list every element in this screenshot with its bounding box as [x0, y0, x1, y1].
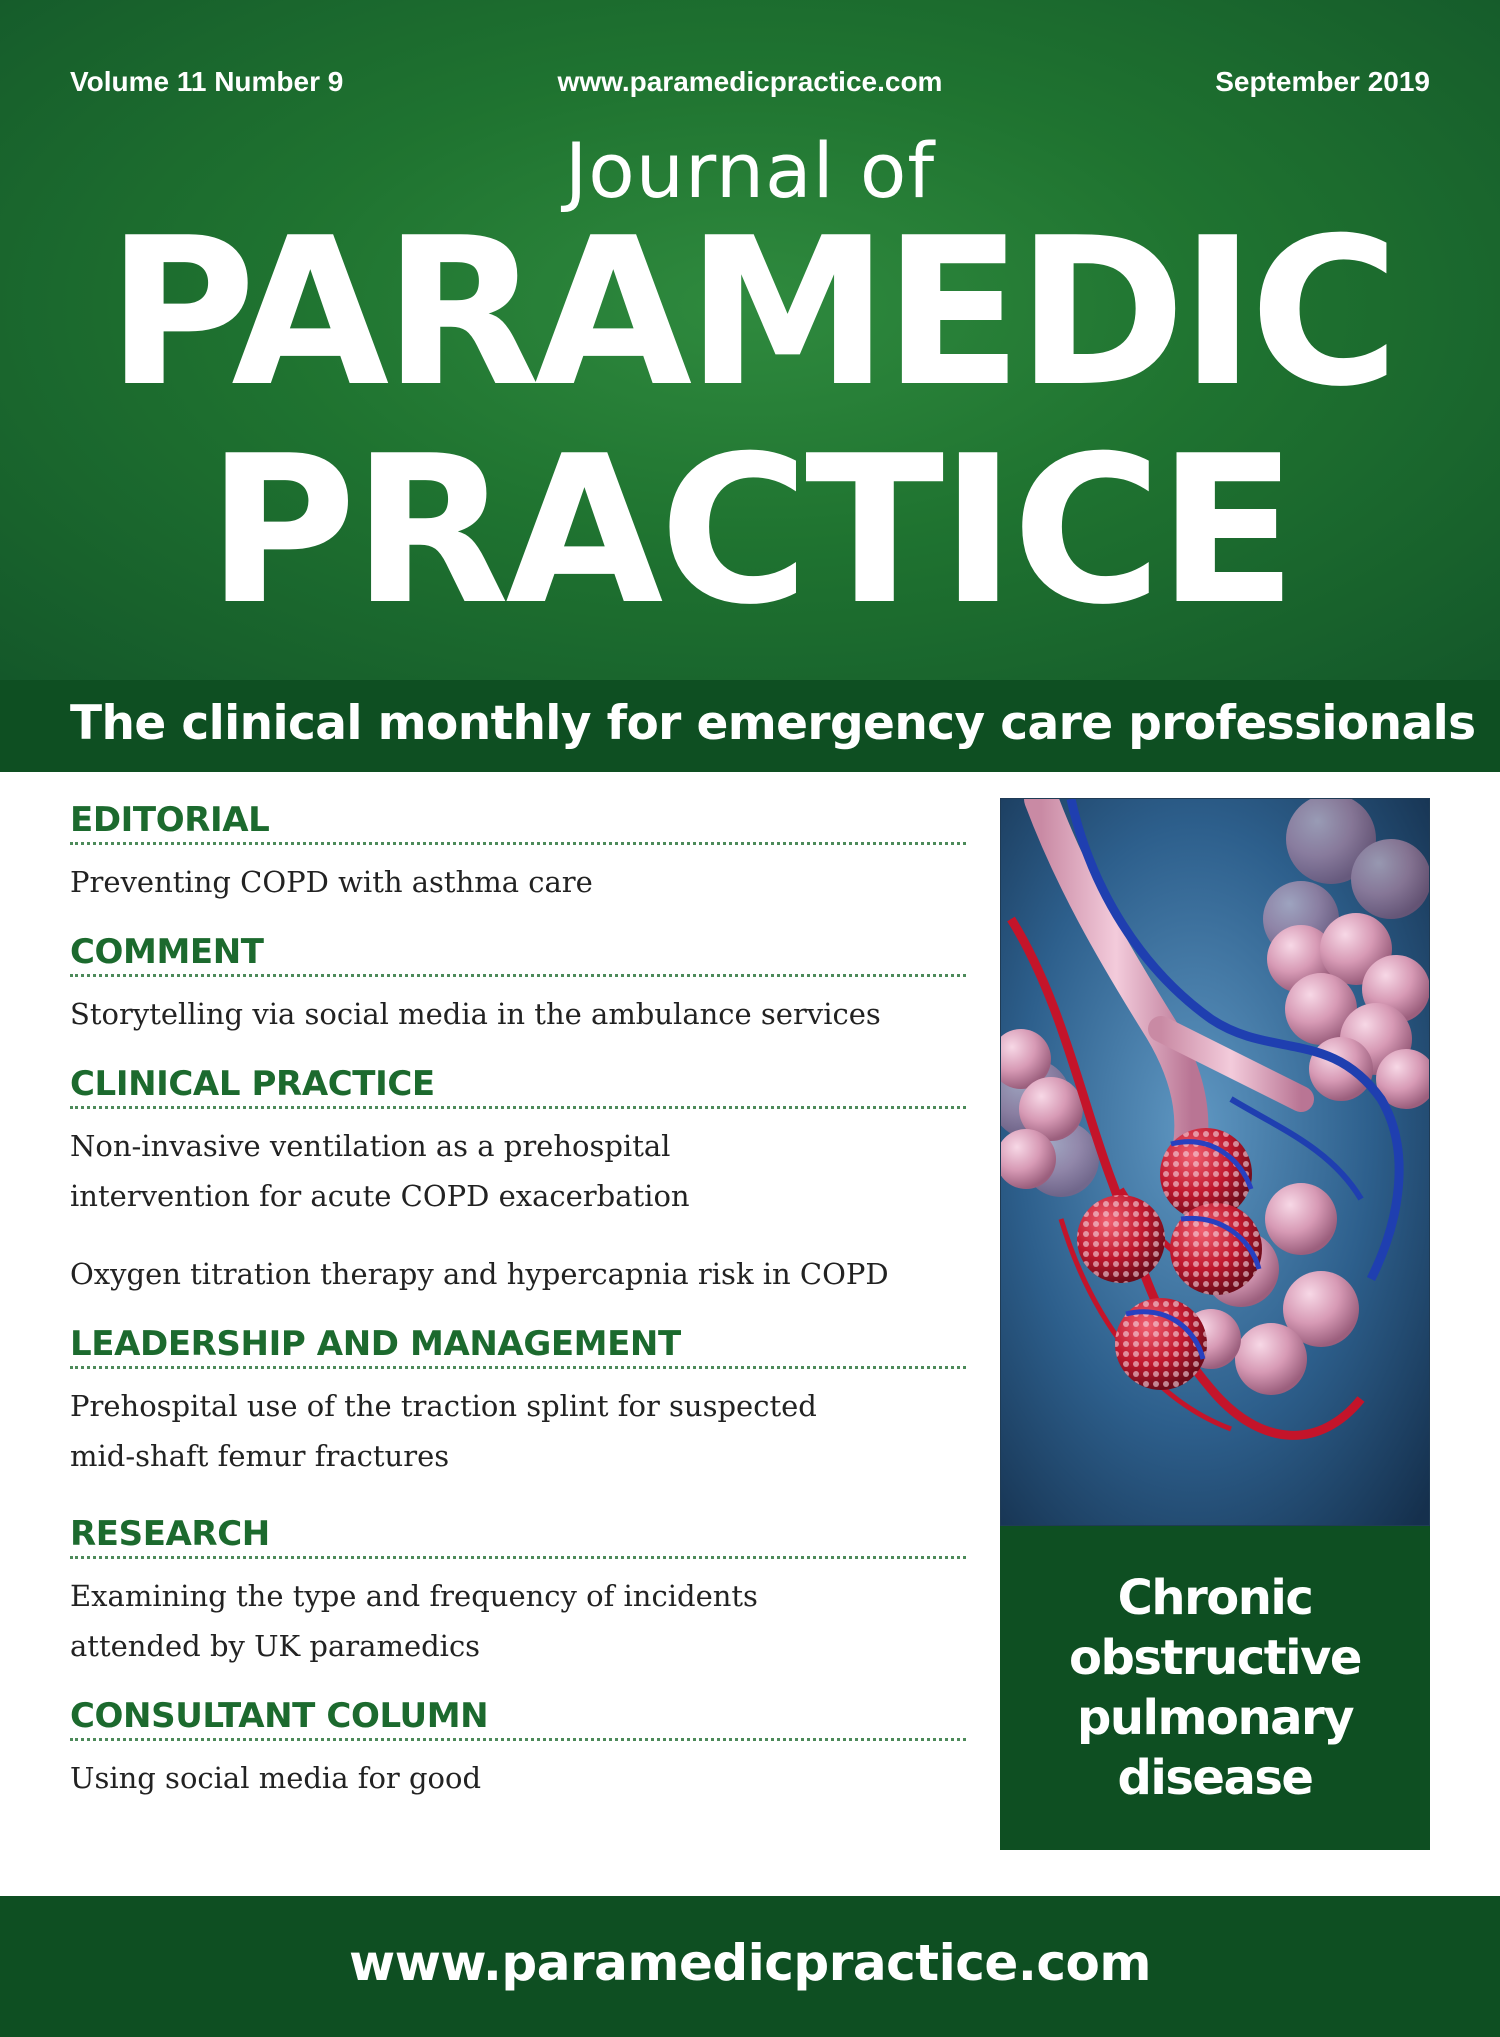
footer-bar [0, 1896, 1500, 2037]
feature-topic-text [1069, 1568, 1361, 1808]
alveoli-illustration [1000, 798, 1430, 1526]
feature-topic-box [1000, 1526, 1430, 1850]
tagline-bar [0, 680, 1500, 772]
masthead [0, 0, 1500, 680]
issue-volume: Volume 11 Number 9 [70, 66, 344, 97]
article-line: Prehospital use of the traction splint for suspected [70, 1389, 817, 1423]
article-line: intervention for acute COPD exacerbation [70, 1179, 690, 1213]
contents-list [70, 795, 966, 1803]
section-heading: CLINICAL PRACTICE [70, 1059, 966, 1109]
contents-section-consultant-column [70, 1691, 966, 1803]
section-heading: COMMENT [70, 927, 966, 977]
title-practice: PRACTICE [206, 413, 1294, 650]
section-heading: EDITORIAL [70, 795, 966, 845]
masthead-url[interactable]: www.paramedicpractice.com [557, 66, 943, 97]
article-line: Using social media for good [70, 1761, 482, 1795]
footer-url[interactable]: www.paramedicpractice.com [349, 1934, 1151, 1992]
article-line: attended by UK paramedics [70, 1629, 481, 1663]
article-title[interactable] [70, 1249, 966, 1299]
article-line: Examining the type and frequency of incidents [70, 1579, 758, 1613]
feature-line: disease [1117, 1750, 1313, 1806]
article-line: mid-shaft femur fractures [70, 1439, 450, 1473]
section-heading: CONSULTANT COLUMN [70, 1691, 966, 1741]
issue-date: September 2019 [1215, 66, 1430, 97]
contents-section-research [70, 1509, 966, 1671]
article-line: Storytelling via social media in the ambulance services [70, 997, 881, 1031]
contents-section-leadership [70, 1319, 966, 1481]
feature-line: obstructive [1069, 1630, 1361, 1686]
article-title[interactable] [70, 989, 966, 1039]
article-title[interactable] [70, 1571, 966, 1671]
title-paramedic: PARAMEDIC [106, 195, 1394, 432]
section-heading: LEADERSHIP AND MANAGEMENT [70, 1319, 966, 1369]
feature-line: pulmonary [1076, 1690, 1353, 1746]
contents-section-clinical-practice [70, 1059, 966, 1299]
article-title[interactable] [70, 1753, 966, 1803]
article-line: Non-invasive ventilation as a prehospital [70, 1129, 671, 1163]
article-line: Oxygen titration therapy and hypercapnia risk in COPD [70, 1257, 889, 1291]
article-title[interactable] [70, 857, 966, 907]
section-heading: RESEARCH [70, 1509, 966, 1559]
feature-line: Chronic [1117, 1570, 1313, 1626]
article-title[interactable] [70, 1381, 966, 1481]
article-line: Preventing COPD with asthma care [70, 865, 593, 899]
tagline: The clinical monthly for emergency care professionals [70, 696, 1476, 751]
journal-of-heading: Journal of [564, 126, 936, 215]
contents-section-comment [70, 927, 966, 1039]
article-title[interactable] [70, 1121, 966, 1221]
contents-section-editorial [70, 795, 966, 907]
